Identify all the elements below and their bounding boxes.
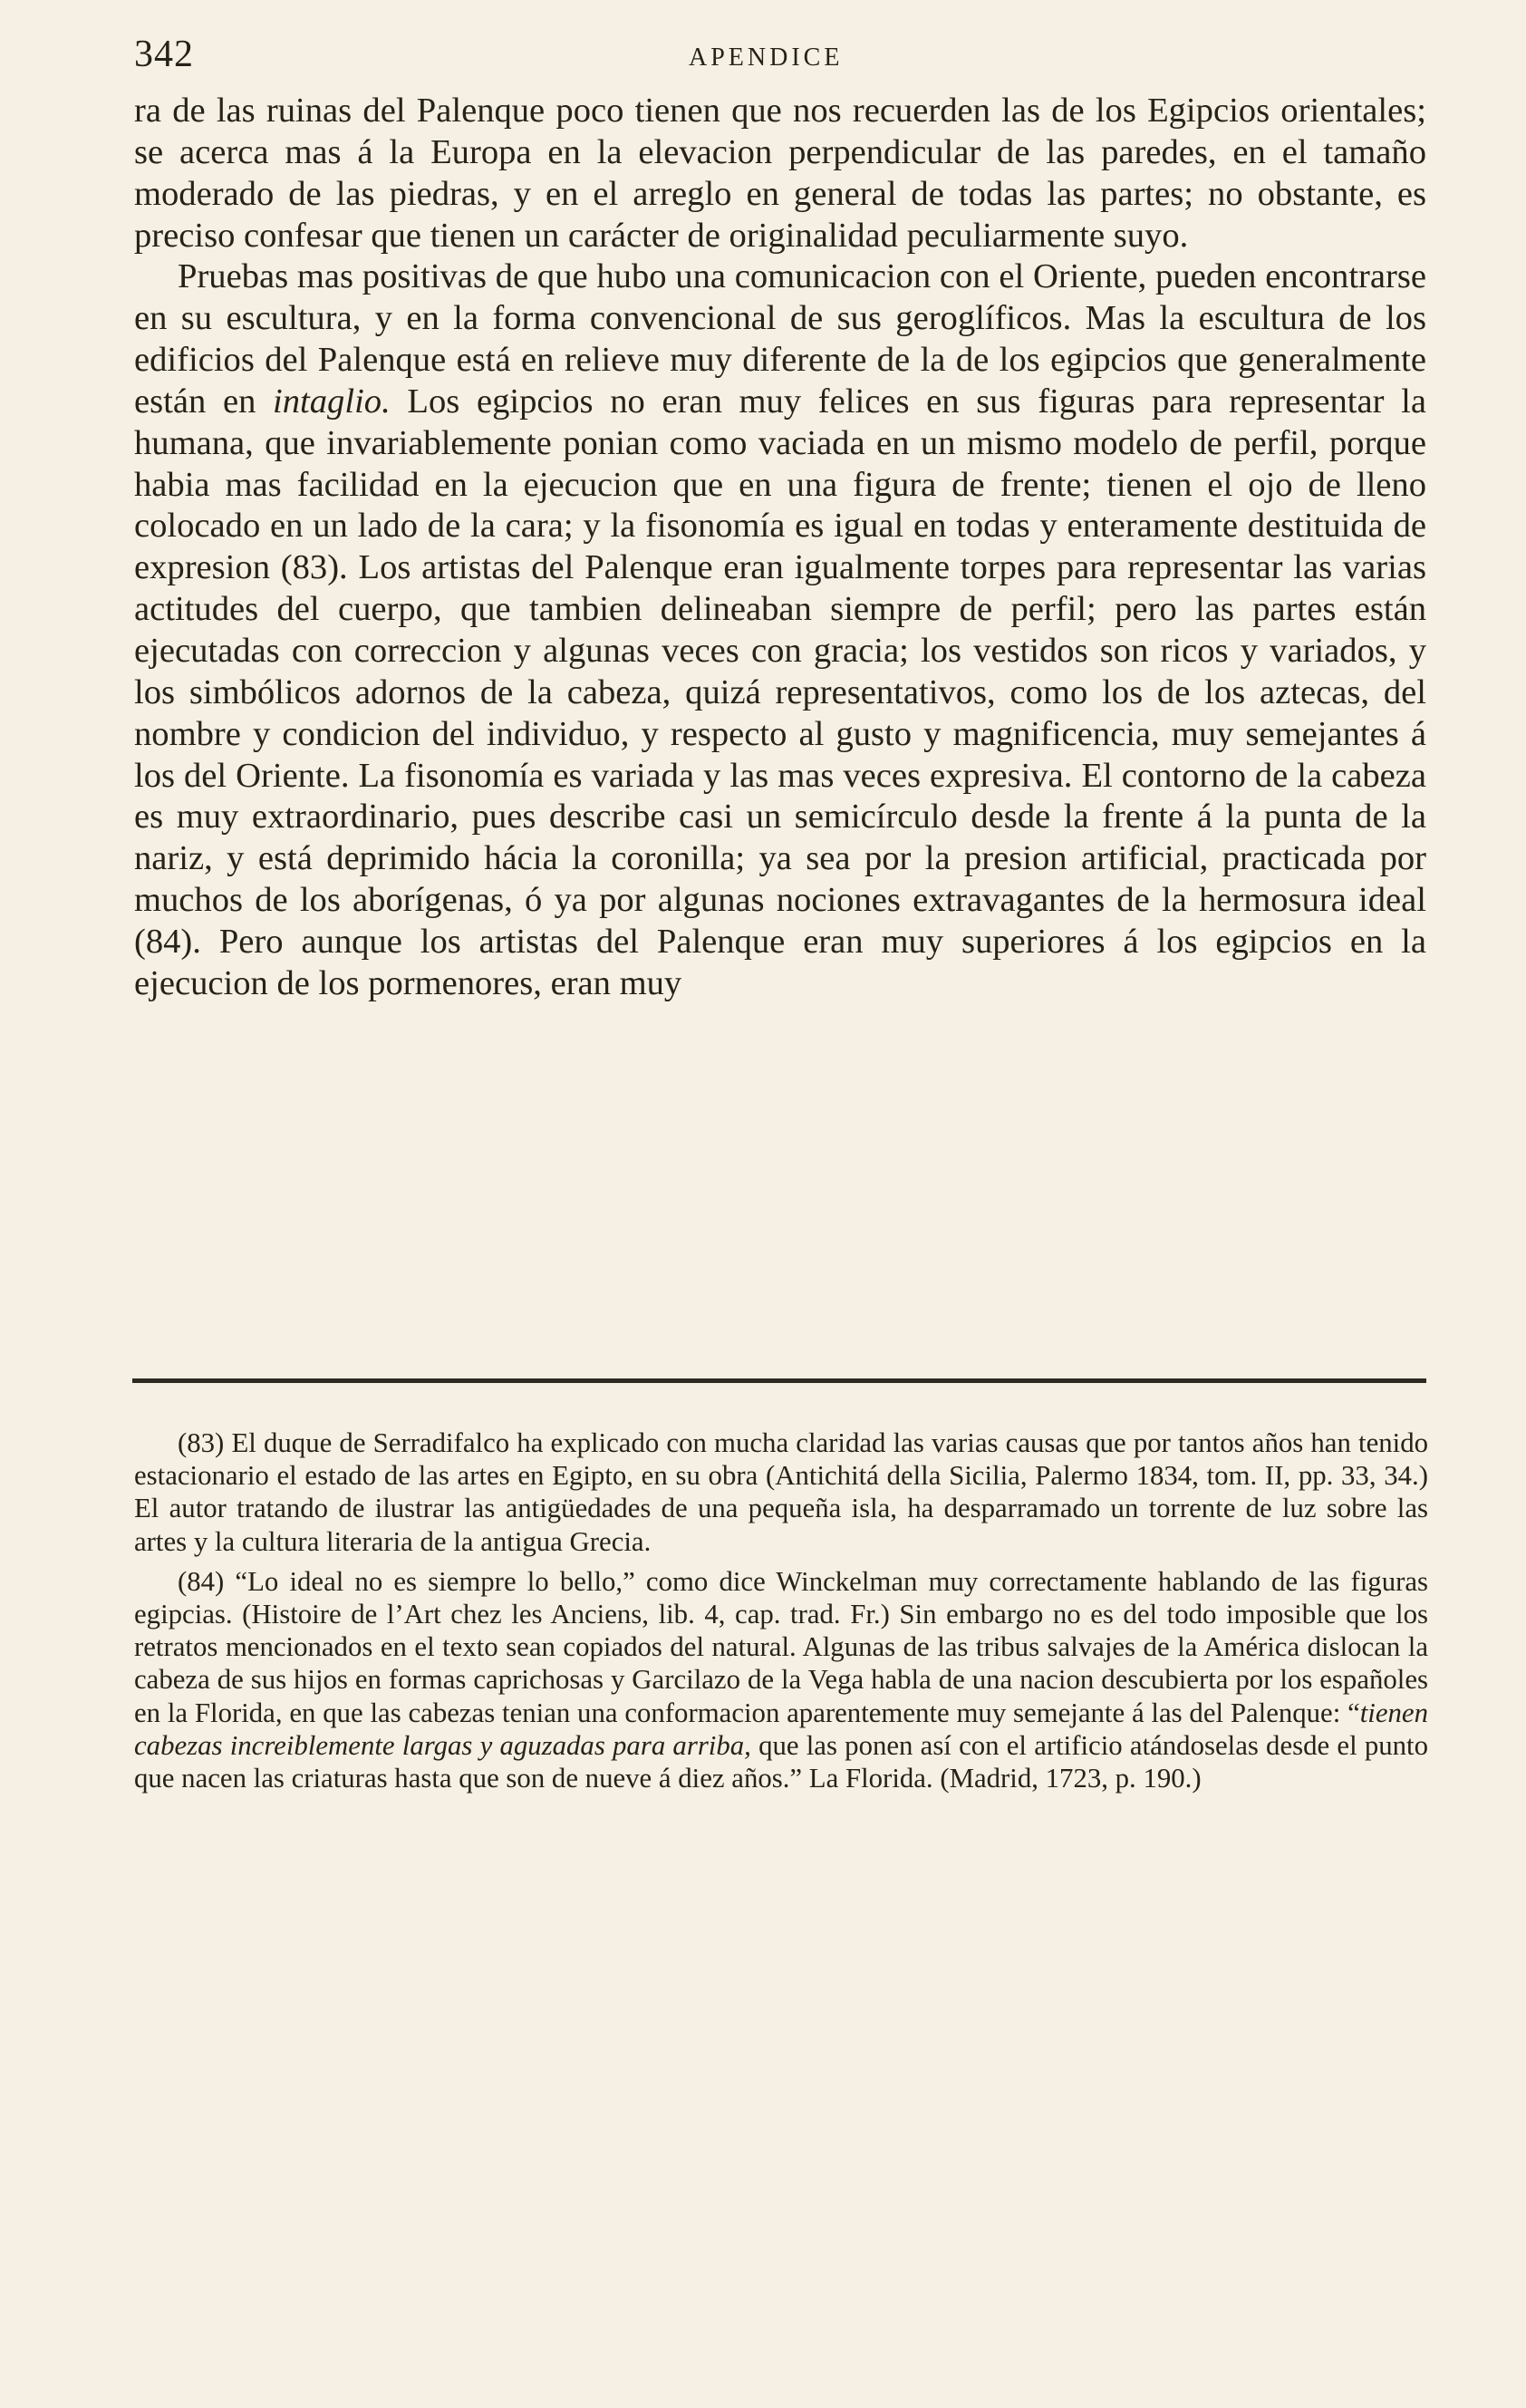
italic-term-intaglio: intaglio. bbox=[273, 382, 391, 421]
running-head: APENDICE bbox=[689, 44, 844, 72]
body-paragraph-1-text: ra de las ruinas del Palenque poco tienen que nos recuerden las de los Egipcios orientales; se acerca mas á la Europa en la elevacion perpendicular de las paredes, en el tamaño moderado de las piedras, y en el arreglo en general de todas las partes; no obstante, es preciso confesar que tienen un carácter de originalidad peculiarmente suyo. bbox=[134, 92, 1426, 255]
footnote-84 bbox=[134, 1565, 1428, 1794]
body-paragraph-2-text-a: Pruebas mas positivas de que hubo una comunicacion con el Oriente, pueden encontrarse en su escultura, y en la forma convencional de sus geroglíficos. Mas la escultura de los edificios del Palenque está en relieve muy diferente de la de los egipcios que generalmente están en bbox=[134, 257, 1426, 421]
footnote-83 bbox=[134, 1426, 1428, 1558]
body-paragraph-2 bbox=[134, 256, 1426, 1004]
page-number: 342 bbox=[134, 34, 194, 75]
footnote-separator-rule bbox=[132, 1378, 1426, 1383]
footnote-84-text-a: (84) “Lo ideal no es siempre lo bello,” como dice Winckelman muy correctamente hablando de las figuras egipcias. (Histoire de l’Art chez les Anciens, lib. 4, cap. trad. Fr.) Sin embargo no es del todo imposible que los retratos mencionados en el texto sean copiados del natural. Algunas de las tribus salvajes de la América dislocan la cabeza de sus hijos en formas caprichosas y Garcilazo de la Vega habla de una nacion descubierta por los españoles en la Florida, en que las cabezas tenian una conformacion aparentemente muy semejante á las del Palenque: “ bbox=[134, 1565, 1428, 1728]
body-paragraph-2-text-b: Los egipcios no eran muy felices en sus figuras para representar la humana, que invariablemente ponian como vaciada en un mismo modelo de perfil, porque habia mas facilidad en la ejecucion que en una figura de frente; tienen el ojo de lleno colocado en un lado de la cara; y la fisonomía es igual en todas y enteramente destituida de expresion (83). Los artistas del Palenque eran igualmente torpes para representar las varias actitudes del cuerpo, que tambien delineaban siempre de perfil; pero las partes están ejecutadas con correccion y algunas veces con gracia; los vestidos son ricos y variados, y los simbólicos adornos de la cabeza, quizá representativos, como los de los aztecas, del nombre y condicion del individuo, y respecto al gusto y magnificencia, muy semejantes á los del Oriente. La fisonomía es variada y las mas veces expresiva. El contorno de la cabeza es muy extraordinario, pues describe casi un semicírculo desde la frente á la punta de la nariz, y está deprimido hácia la coronilla; ya sea por la presion artificial, practicada por muchos de los aborígenas, ó ya por algunas nociones extravagantes de la hermosura ideal (84). Pero aunque los artistas del Palenque eran muy superiores á los egipcios en la ejecucion de los pormenores, eran muy bbox=[134, 382, 1426, 1002]
footnote-84-italic-quote: tienen cabezas increiblemente largas y aguzadas para arriba, bbox=[134, 1697, 1428, 1761]
page-header bbox=[134, 33, 1439, 87]
footnote-83-text: (83) El duque de Serradifalco ha explicado con mucha claridad las varias causas que por tantos años han tenido estacionario el estado de las artes en Egipto, en su obra (Antichitá della Sicilia, Palermo 1834, tom. II, pp. 33, 34.) El autor tratando de ilustrar las antigüedades de una pequeña isla, ha desparramado un torrente de luz sobre las artes y la cultura literaria de la antigua Grecia. bbox=[134, 1427, 1428, 1557]
main-text bbox=[134, 91, 1426, 1005]
footnotes bbox=[134, 1426, 1428, 1794]
footnote-84-text-b: que las ponen así con el artificio atándoselas desde el punto que nacen las criaturas hasta que son de nueve á diez años.” La Florida. (Madrid, 1723, p. 190.) bbox=[134, 1729, 1428, 1794]
body-paragraph-1 bbox=[134, 91, 1426, 256]
